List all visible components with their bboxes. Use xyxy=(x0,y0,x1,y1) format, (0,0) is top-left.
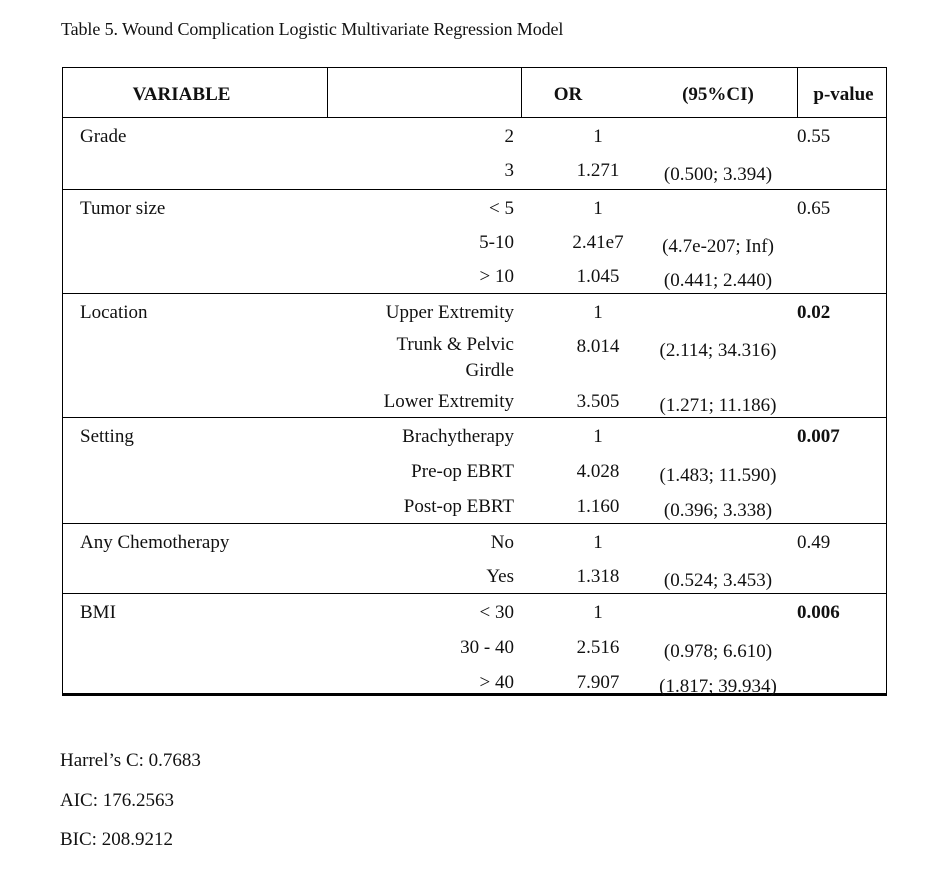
column-divider xyxy=(327,68,328,118)
table-row xyxy=(63,422,886,456)
table-caption: Table 5. Wound Complication Logistic Multivariate Regression Model xyxy=(61,19,564,39)
level-cell: Brachytherapy xyxy=(402,426,514,447)
level-cell: > 40 xyxy=(479,672,514,693)
odds-ratio-cell: 1.160 xyxy=(576,496,620,517)
level-cell: Trunk & Pelvic Girdle xyxy=(396,334,514,381)
table-row xyxy=(63,457,886,491)
header-or: OR xyxy=(553,84,583,105)
odds-ratio-cell: 1 xyxy=(593,126,603,147)
table-row xyxy=(63,228,886,262)
table-row xyxy=(63,122,886,156)
column-divider xyxy=(521,68,522,118)
aic-stat: AIC: 176.2563 xyxy=(60,790,174,811)
level-cell: No xyxy=(490,532,514,553)
table-row xyxy=(63,332,886,381)
odds-ratio-cell: 7.907 xyxy=(576,672,620,693)
header-ci: (95%CI) xyxy=(682,84,754,105)
table-header-row xyxy=(63,68,886,118)
variable-name: Any Chemotherapy xyxy=(80,532,230,553)
table-row xyxy=(63,298,886,332)
table-group xyxy=(63,524,886,594)
table-group xyxy=(63,418,886,524)
table-row xyxy=(63,528,886,562)
confidence-interval-cell: (2.114; 34.316) xyxy=(659,340,777,361)
variable-name: BMI xyxy=(80,602,116,623)
table-row xyxy=(63,562,886,596)
table-row xyxy=(63,156,886,190)
table-group xyxy=(63,190,886,294)
table-group xyxy=(63,294,886,418)
table-group xyxy=(63,594,886,697)
variable-name: Setting xyxy=(80,426,134,447)
odds-ratio-cell: 8.014 xyxy=(576,336,620,357)
odds-ratio-cell: 2.516 xyxy=(576,637,620,658)
confidence-interval-cell: (0.396; 3.338) xyxy=(663,500,773,521)
confidence-interval-cell: (1.817; 39.934) xyxy=(659,676,777,697)
regression-table xyxy=(62,67,887,696)
confidence-interval-cell: (0.441; 2.440) xyxy=(663,270,773,291)
confidence-interval-cell: (4.7e-207; Inf) xyxy=(662,236,774,257)
p-value: 0.55 xyxy=(797,126,831,147)
confidence-interval-cell: (1.483; 11.590) xyxy=(659,465,777,486)
odds-ratio-cell: 2.41e7 xyxy=(572,232,624,253)
p-value: 0.65 xyxy=(797,198,831,219)
level-cell: Upper Extremity xyxy=(385,302,514,323)
header-pvalue: p-value xyxy=(813,84,874,105)
level-cell: Post-op EBRT xyxy=(403,496,514,517)
level-cell: 3 xyxy=(504,160,514,181)
table-row xyxy=(63,194,886,228)
level-cell: 5-10 xyxy=(479,232,514,253)
odds-ratio-cell: 1 xyxy=(593,602,603,623)
level-cell: < 30 xyxy=(479,602,514,623)
variable-name: Tumor size xyxy=(80,198,166,219)
table-row xyxy=(63,492,886,526)
table-group xyxy=(63,118,886,190)
harrels-c-stat: Harrel’s C: 0.7683 xyxy=(60,750,201,771)
p-value: 0.02 xyxy=(797,302,831,323)
confidence-interval-cell: (0.500; 3.394) xyxy=(663,164,773,185)
header-variable: VARIABLE xyxy=(132,84,231,105)
p-value: 0.006 xyxy=(797,602,840,623)
p-value: 0.007 xyxy=(797,426,840,447)
confidence-interval-cell: (0.978; 6.610) xyxy=(663,641,773,662)
odds-ratio-cell: 3.505 xyxy=(576,391,620,412)
variable-name: Grade xyxy=(80,126,127,147)
odds-ratio-cell: 1 xyxy=(593,302,603,323)
table-row xyxy=(63,598,886,632)
level-cell: 2 xyxy=(504,126,514,147)
level-cell: > 10 xyxy=(479,266,514,287)
level-cell: Lower Extremity xyxy=(383,391,514,412)
bic-stat: BIC: 208.9212 xyxy=(60,829,173,850)
table-row xyxy=(63,262,886,296)
p-value: 0.49 xyxy=(797,532,831,553)
table-row xyxy=(63,633,886,667)
odds-ratio-cell: 1 xyxy=(593,426,603,447)
variable-name: Location xyxy=(80,302,148,323)
level-cell: Yes xyxy=(486,566,514,587)
level-cell: Pre-op EBRT xyxy=(411,461,514,482)
table-row xyxy=(63,387,886,421)
level-cell: < 5 xyxy=(489,198,514,219)
level-cell: 30 - 40 xyxy=(460,637,514,658)
confidence-interval-cell: (0.524; 3.453) xyxy=(663,570,773,591)
odds-ratio-cell: 1 xyxy=(593,198,603,219)
odds-ratio-cell: 1.271 xyxy=(576,160,620,181)
table-row xyxy=(63,668,886,702)
odds-ratio-cell: 1.045 xyxy=(576,266,620,287)
odds-ratio-cell: 1 xyxy=(593,532,603,553)
odds-ratio-cell: 1.318 xyxy=(576,566,620,587)
odds-ratio-cell: 4.028 xyxy=(576,461,620,482)
confidence-interval-cell: (1.271; 11.186) xyxy=(659,395,777,416)
